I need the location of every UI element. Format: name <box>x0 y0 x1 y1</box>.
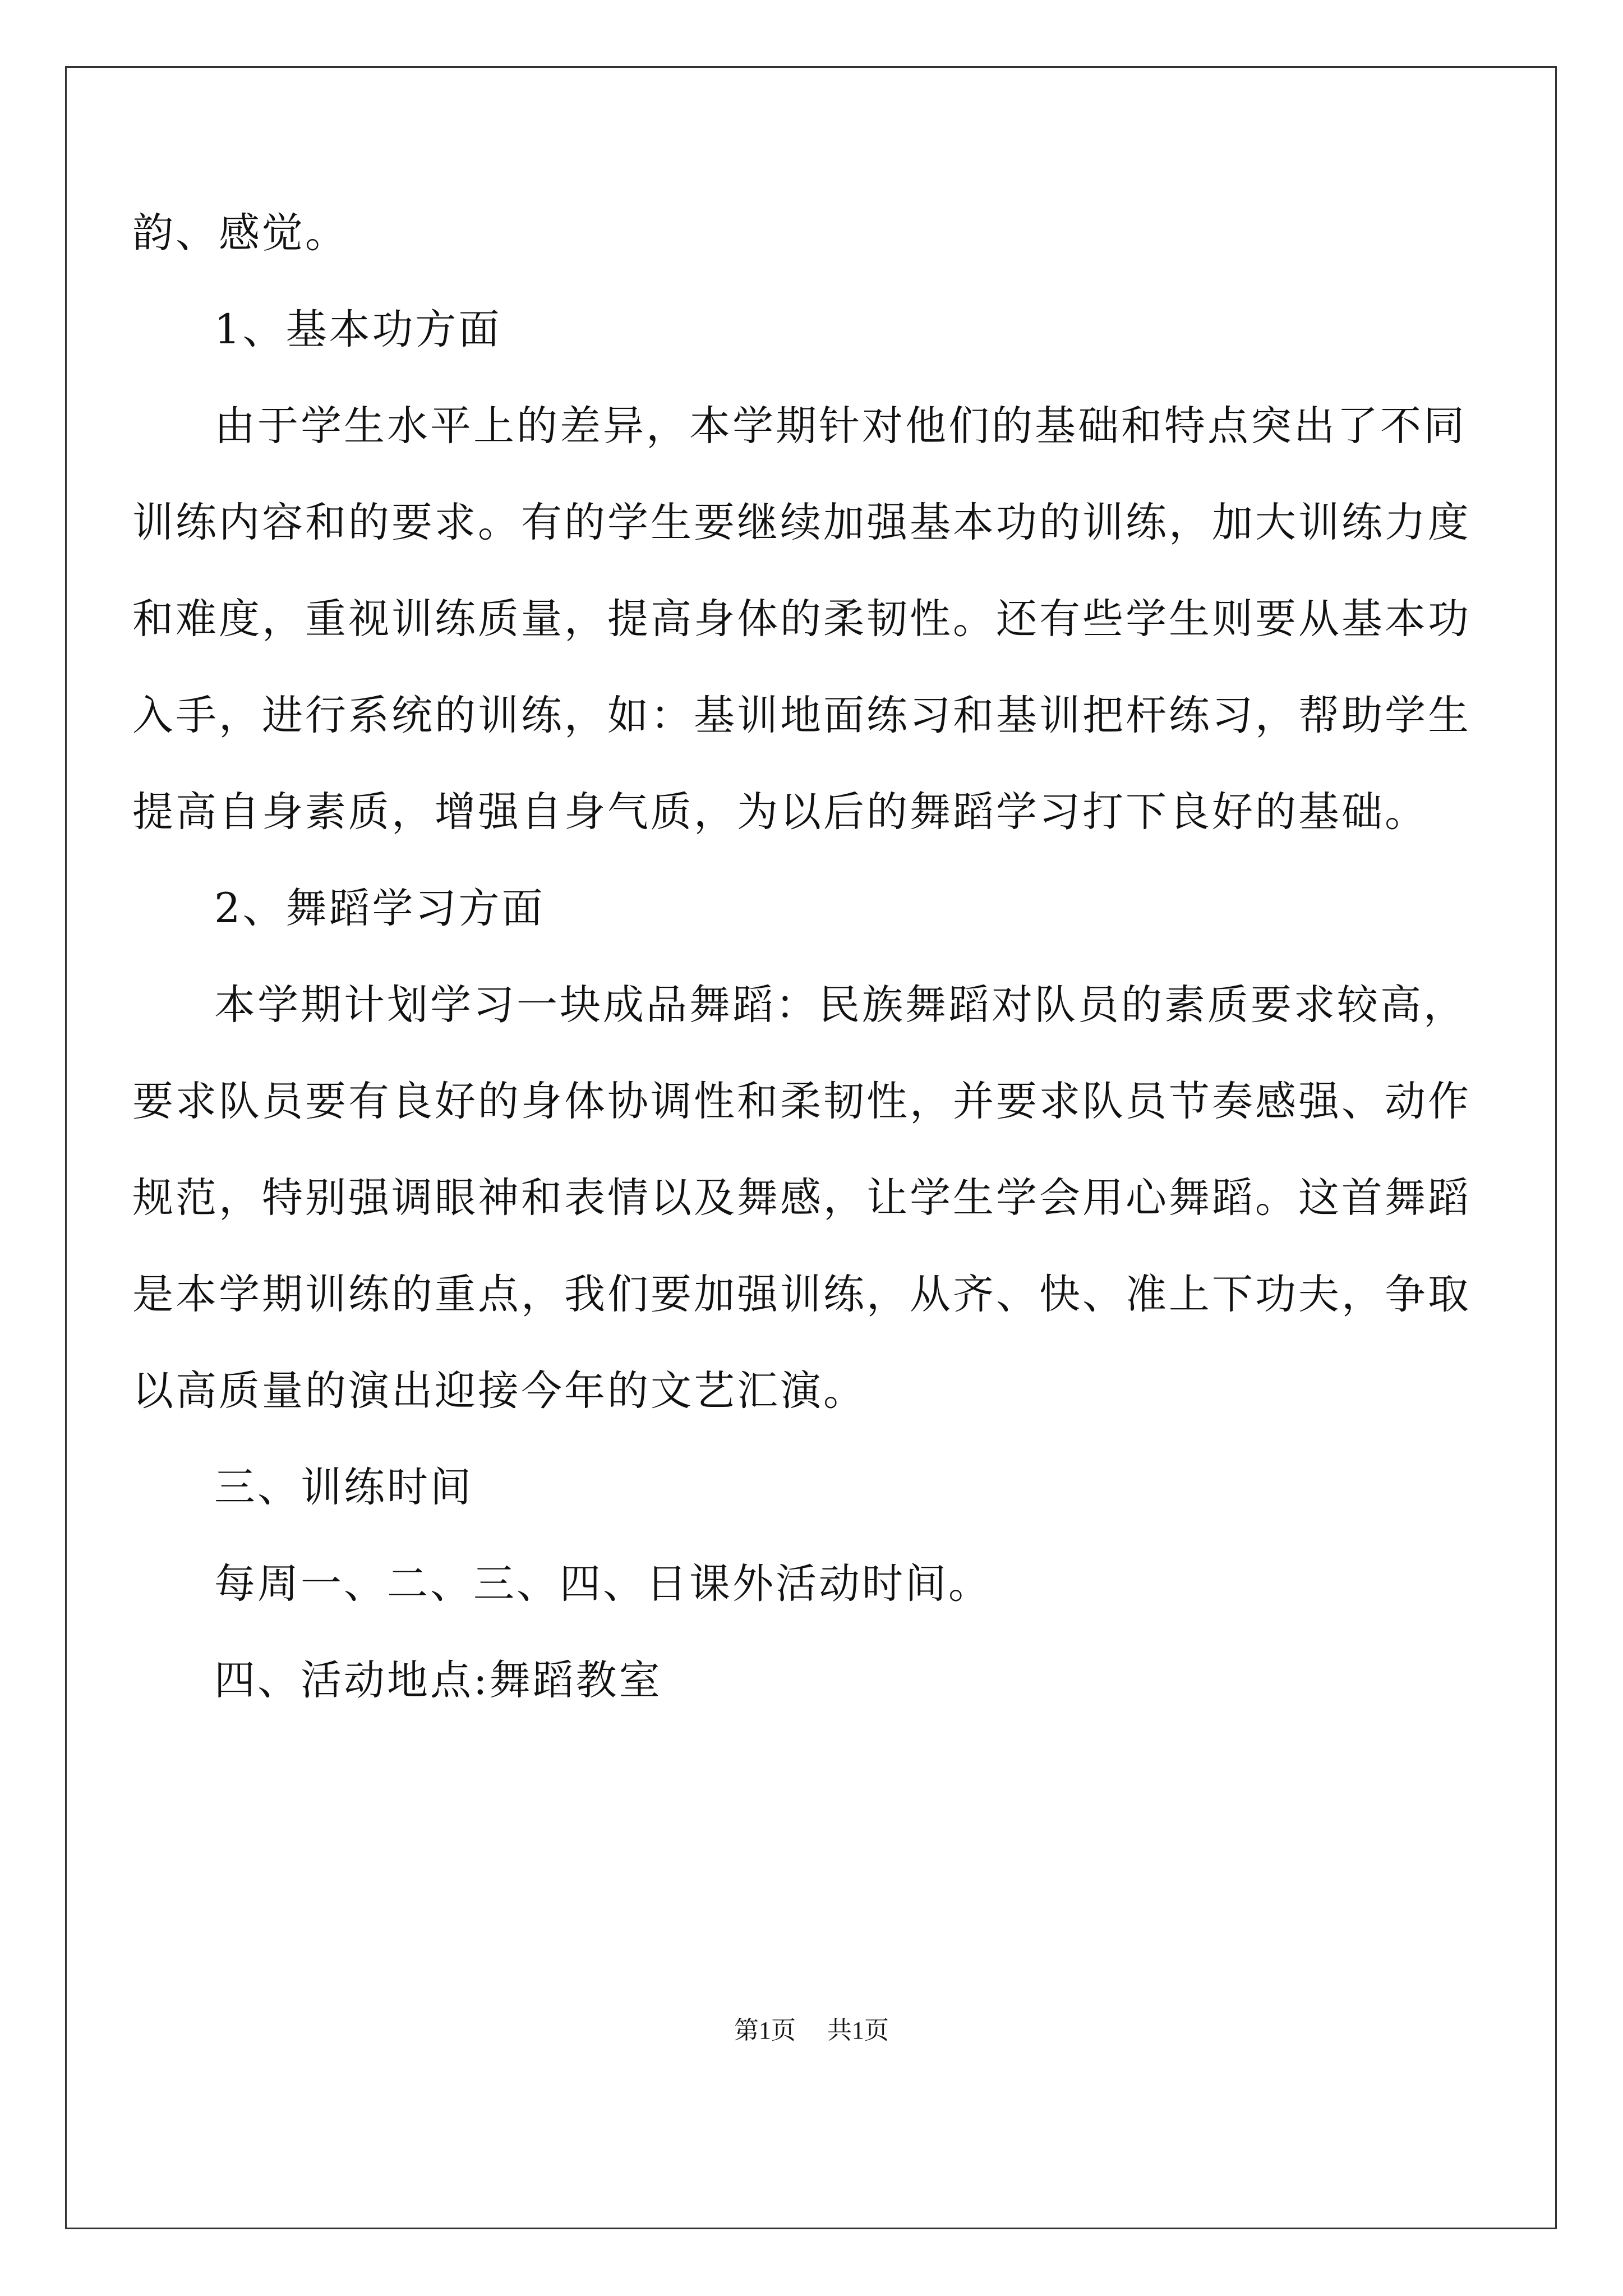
document-body <box>132 185 1490 1729</box>
paragraph-continuation: 韵、感觉。 <box>132 209 348 257</box>
heading-activity-location: 四、活动地点:舞蹈教室 <box>214 1657 662 1704</box>
heading-training-time: 三、训练时间 <box>214 1464 473 1511</box>
page-total: 共1页 <box>827 2017 889 2044</box>
heading-dance-learning: 2、舞蹈学习方面 <box>214 885 545 932</box>
page-number: 第1页 <box>734 2017 796 2044</box>
heading-basic-skills: 1、基本功方面 <box>214 306 502 353</box>
page-footer <box>0 2014 1623 2047</box>
paragraph-basic-skills: 由于学生水平上的差异，本学期针对他们的基础和特点突出了不同训练内容和的要求。有的学生要继续加强基本功的训练，加大训练力度和难度，重视训练质量，提高身体的柔韧性。还有些学生则要从基本功入手，进行系统的训练，如：基训地面练习和基训把杆练习，帮助学生提高自身素质，增强自身气质，为以后的舞蹈学习打下良好的基础。 <box>132 402 1471 836</box>
paragraph-training-time: 每周一、二、三、四、日课外活动时间。 <box>214 1560 992 1608</box>
paragraph-dance-learning: 本学期计划学习一块成品舞蹈：民族舞蹈对队员的素质要求较高，要求队员要有良好的身体协调性和柔韧性，并要求队员节奏感强、动作规范，特别强调眼神和表情以及舞感，让学生学会用心舞蹈。这首舞蹈是本学期训练的重点，我们要加强训练，从齐、快、准上下功夫，争取以高质量的演出迎接今年的文艺汇演。 <box>132 981 1471 1415</box>
